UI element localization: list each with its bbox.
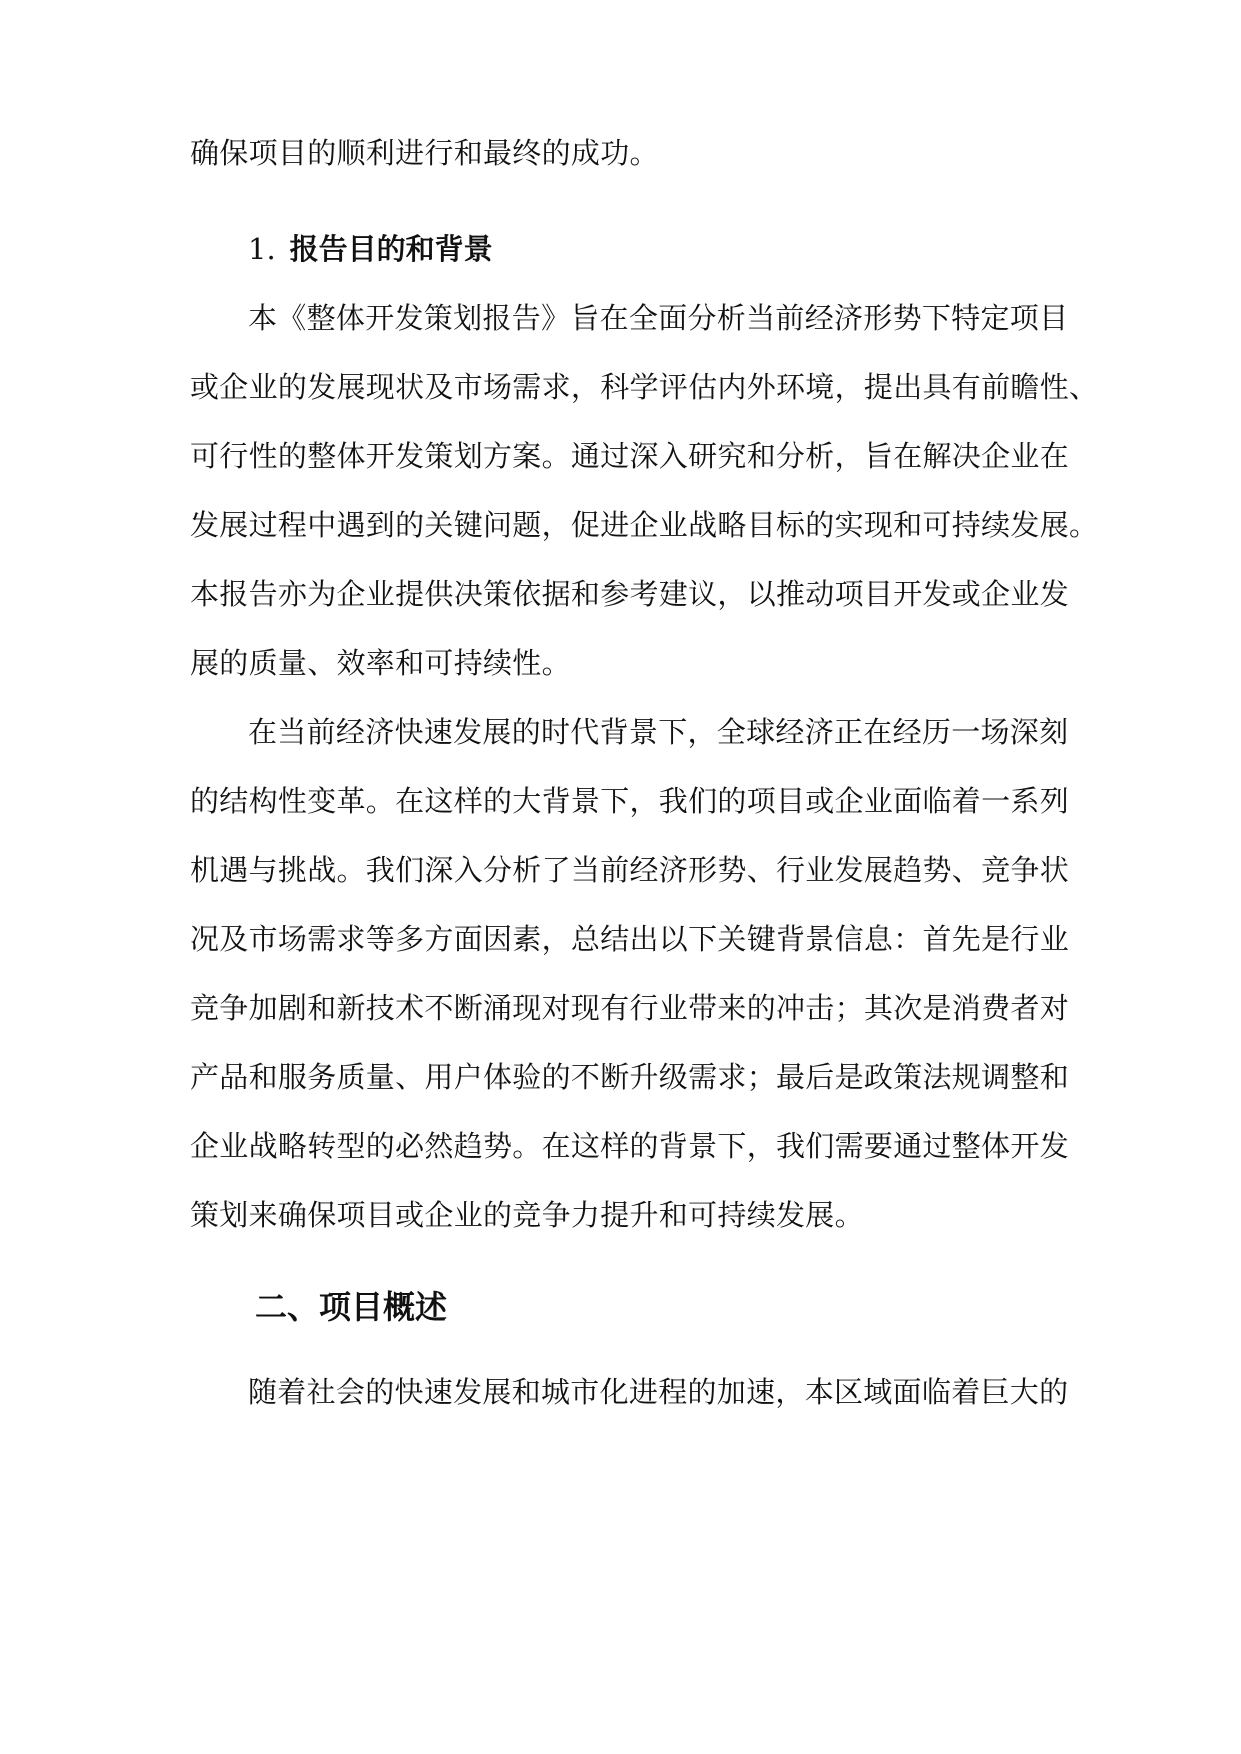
- paragraph-line: 或企业的发展现状及市场需求，科学评估内外环境，提出具有前瞻性、: [190, 370, 1099, 404]
- section-title: 报告目的和背景: [289, 232, 493, 266]
- paragraph-line: 策划来确保项目或企业的竞争力提升和可持续发展。: [190, 1198, 864, 1232]
- paragraph-line: 本报告亦为企业提供决策依据和参考建议，以推动项目开发或企业发: [190, 577, 1070, 611]
- paragraph-line: 发展过程中遇到的关键问题，促进企业战略目标的实现和可持续发展。: [190, 508, 1099, 542]
- paragraph-line: 企业战略转型的必然趋势。在这样的背景下，我们需要通过整体开发: [190, 1129, 1070, 1163]
- intro-line: 确保项目的顺利进行和最终的成功。: [190, 136, 659, 170]
- section-heading-2: 二、项目概述: [255, 1288, 448, 1326]
- paragraph-line: 随着社会的快速发展和城市化进程的加速，本区域面临着巨大的: [248, 1375, 1069, 1409]
- paragraph-line: 产品和服务质量、用户体验的不断升级需求；最后是政策法规调整和: [190, 1060, 1070, 1094]
- paragraph-line: 机遇与挑战。我们深入分析了当前经济形势、行业发展趋势、竞争状: [190, 853, 1070, 887]
- paragraph-line: 竞争加剧和新技术不断涌现对现有行业带来的冲击；其次是消费者对: [190, 991, 1070, 1025]
- paragraph-line: 在当前经济快速发展的时代背景下，全球经济正在经历一场深刻: [248, 715, 1069, 749]
- paragraph-line: 的结构性变革。在这样的大背景下，我们的项目或企业面临着一系列: [190, 784, 1070, 818]
- paragraph-line: 况及市场需求等多方面因素，总结出以下关键背景信息：首先是行业: [190, 922, 1070, 956]
- paragraph-line: 展的质量、效率和可持续性。: [190, 646, 571, 680]
- section-heading-1: [248, 229, 493, 269]
- paragraph-line: 可行性的整体开发策划方案。通过深入研究和分析，旨在解决企业在: [190, 439, 1070, 473]
- section-number: 1.: [248, 232, 276, 266]
- paragraph-line: 本《整体开发策划报告》旨在全面分析当前经济形势下特定项目: [248, 301, 1069, 335]
